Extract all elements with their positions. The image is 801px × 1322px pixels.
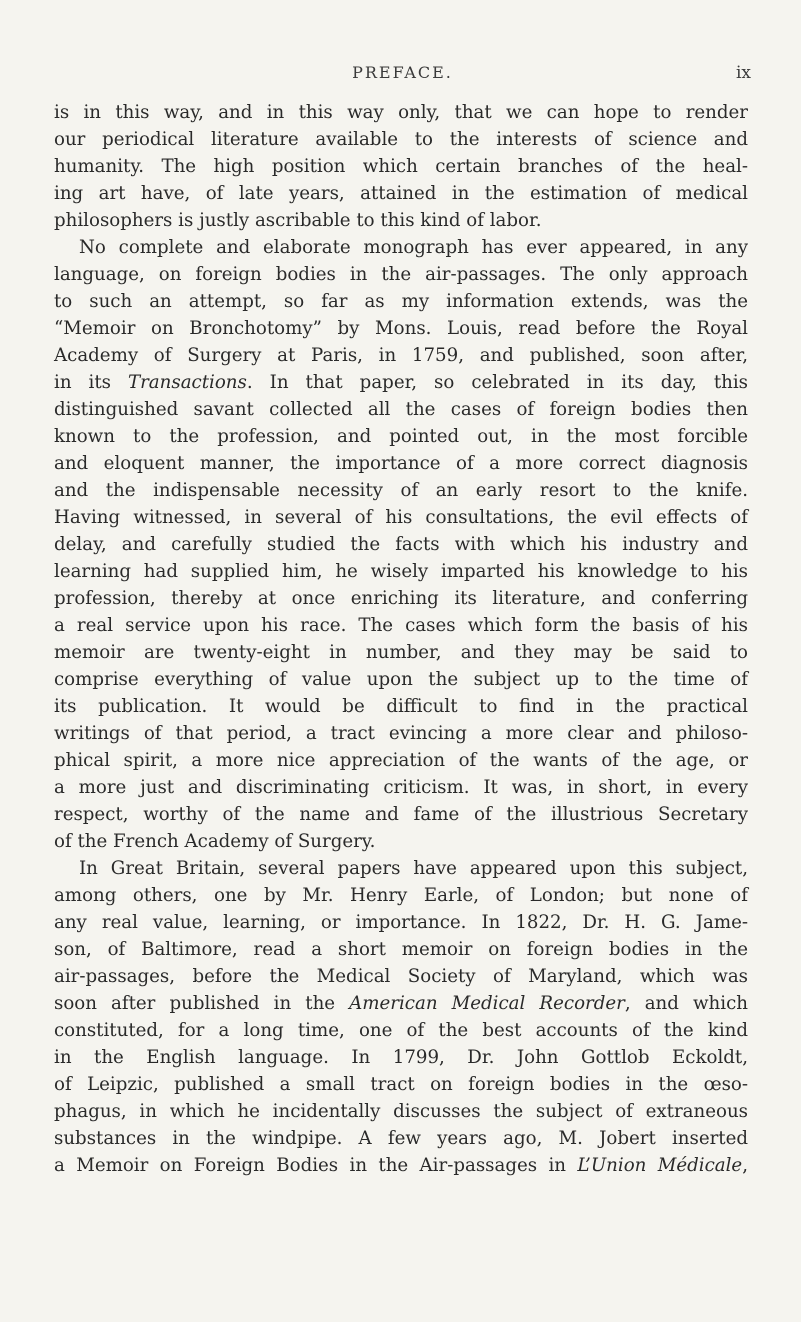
text-line: learning had supplied him, he wisely imparted his knowledge to his bbox=[54, 561, 748, 582]
text-line: in its Transactions. In that paper, so celebrated in its day, this bbox=[54, 372, 748, 393]
text-line: in the English language. In 1799, Dr. John Gottlob Eckoldt, bbox=[54, 1047, 748, 1068]
body-text bbox=[54, 99, 748, 1179]
text-line: a more just and discriminating criticism. It was, in short, in every bbox=[54, 777, 748, 798]
text-line: humanity. The high position which certain branches of the heal- bbox=[54, 156, 748, 177]
text-line: a Memoir on Foreign Bodies in the Air-passages in L’Union Médicale, bbox=[54, 1155, 748, 1176]
text-line: phical spirit, a more nice appreciation of the wants of the age, or bbox=[54, 750, 748, 771]
text-line: a real service upon his race. The cases which form the basis of his bbox=[54, 615, 748, 636]
page-number: ix bbox=[735, 63, 751, 83]
text-line: comprise everything of value upon the subject up to the time of bbox=[54, 669, 748, 690]
text-line: constituted, for a long time, one of the best accounts of the kind bbox=[54, 1020, 748, 1041]
text-line: memoir are twenty-eight in number, and they may be said to bbox=[54, 642, 748, 663]
text-line: distinguished savant collected all the cases of foreign bodies then bbox=[54, 399, 748, 420]
italic-title: American Medical Recorder bbox=[349, 993, 625, 1014]
text-line: is in this way, and in this way only, that we can hope to render bbox=[54, 102, 748, 123]
text-line: of Leipzic, published a small tract on foreign bodies in the œso- bbox=[54, 1074, 748, 1095]
running-head: PREFACE. bbox=[352, 63, 453, 82]
text-line: philosophers is justly ascribable to this kind of labor. bbox=[54, 210, 542, 231]
text-line: language, on foreign bodies in the air-passages. The only approach bbox=[54, 264, 748, 285]
text-line: son, of Baltimore, read a short memoir on foreign bodies in the bbox=[54, 939, 748, 960]
text-line: “Memoir on Bronchotomy” by Mons. Louis, read before the Royal bbox=[54, 318, 748, 339]
text-line: soon after published in the American Medical Recorder, and which bbox=[54, 993, 748, 1014]
text-line: respect, worthy of the name and fame of the illustrious Secretary bbox=[54, 804, 748, 825]
text-line: its publication. It would be difficult to find in the practical bbox=[54, 696, 748, 717]
page-header bbox=[54, 63, 751, 87]
text-line: our periodical literature available to the interests of science and bbox=[54, 129, 748, 150]
text-line: profession, thereby at once enriching its literature, and conferring bbox=[54, 588, 748, 609]
text-line: and the indispensable necessity of an early resort to the knife. bbox=[54, 480, 748, 501]
text-line: Academy of Surgery at Paris, in 1759, and published, soon after, bbox=[54, 345, 748, 366]
text-line: delay, and carefully studied the facts with which his industry and bbox=[54, 534, 748, 555]
text-line: among others, one by Mr. Henry Earle, of London; but none of bbox=[54, 885, 748, 906]
text-line: any real value, learning, or importance. In 1822, Dr. H. G. Jame- bbox=[54, 912, 748, 933]
italic-title: Transactions bbox=[127, 372, 247, 393]
text-line: No complete and elaborate monograph has ever appeared, in any bbox=[79, 237, 748, 258]
text-line: In Great Britain, several papers have appeared upon this subject, bbox=[79, 858, 748, 879]
text-line: Having witnessed, in several of his consultations, the evil effects of bbox=[54, 507, 748, 528]
text-line: of the French Academy of Surgery. bbox=[54, 831, 376, 852]
italic-title: L’Union Médicale bbox=[577, 1155, 743, 1176]
text-line: ing art have, of late years, attained in the estimation of medical bbox=[54, 183, 748, 204]
text-line: phagus, in which he incidentally discusses the subject of extraneous bbox=[54, 1101, 748, 1122]
text-line: substances in the windpipe. A few years ago, M. Jobert inserted bbox=[54, 1128, 748, 1149]
text-line: known to the profession, and pointed out, in the most forcible bbox=[54, 426, 748, 447]
text-line: writings of that period, a tract evincing a more clear and philoso- bbox=[54, 723, 748, 744]
text-line: to such an attempt, so far as my information extends, was the bbox=[54, 291, 748, 312]
text-line: air-passages, before the Medical Society of Maryland, which was bbox=[54, 966, 748, 987]
text-line: and eloquent manner, the importance of a more correct diagnosis bbox=[54, 453, 748, 474]
